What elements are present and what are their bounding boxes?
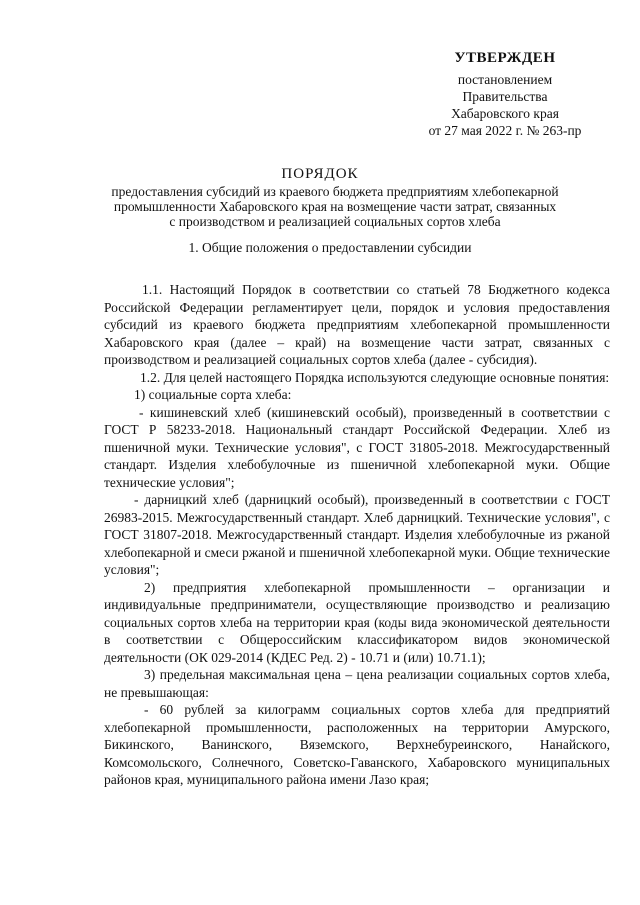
section-heading: 1. Общие положения о предоставлении субсидии <box>188 240 472 255</box>
approval-title: УТВЕРЖДЕН <box>454 50 556 66</box>
approval-stamp <box>380 50 630 139</box>
list-item-2: 2) предприятия хлебопекарной промышленности – организации и индивидуальные предприниматели, осуществляющие производство и реализацию социальных сортов хлеба на территории края (коды вида экономической деятельности в соответствии с Общероссийским классификатором видов экономической деятельности (ОК 029-2014 (КДЕС Ред. 2) - 10.71 и (или) 10.71.1); <box>104 579 610 665</box>
approval-line: Хабаровского края <box>451 106 559 121</box>
dash-item-darnitsky: - дарницкий хлеб (дарницкий особый), произведенный в соответствии с ГОСТ 26983-2015. Межгосударственный стандарт. Хлеб дарницкий. Технические условия", с ГОСТ 31807-2018. Межгосударственный стандарт. Изделия хлебобулочные из ржаной хлебопекарной и смеси ржаной и пшеничной хлебопекарной муки. Общие технические условия"; <box>104 492 610 577</box>
document-title: ПОРЯДОК <box>281 166 359 182</box>
approval-line: постановлением <box>457 72 553 87</box>
approval-date: от 27 мая 2022 г. № 263-пр <box>428 123 582 138</box>
document-body <box>104 281 610 789</box>
document-subtitle: предоставления субсидий из краевого бюджета предприятиям хлебопекарной промышленности Хабаровского края на возмещение части затрат, связанных с производством и реализацией социальных сортов хлеба <box>111 184 559 229</box>
list-item-3: 3) предельная максимальная цена – цена реализации социальных сортов хлеба, не превышающая: <box>104 667 610 700</box>
paragraph-1-1: 1.1. Настоящий Порядок в соответствии со статьей 78 Бюджетного кодекса Российской Федерации регламентирует цели, порядок и условия предоставления субсидий из краевого бюджета предприятиям хлебопекарной промышленности Хабаровского края (далее – край) на возмещение части затрат, связанных с производством и реализацией социальных сортов хлеба (далее - субсидия). <box>104 282 610 367</box>
list-item-1: 1) социальные сорта хлеба: <box>134 387 292 402</box>
dash-item-price: - 60 рублей за килограмм социальных сортов хлеба для предприятий хлебопекарной промышленности, расположенных на территории Амурского, Бикинского, Ванинского, Вяземского, Верхнебуреинского, Нанайского, Комсомольского, Солнечного, Советско-Гаванского, Хабаровского муниципальных районов края, муниципального района имени Лазо края; <box>104 702 610 787</box>
paragraph-1-2: 1.2. Для целей настоящего Порядка используются следующие основные понятия: <box>140 369 610 385</box>
approval-line: Правительства <box>462 89 548 104</box>
dash-item-kishinev: - кишиневский хлеб (кишиневский особый), произведенный в соответствии с ГОСТ Р 58233-2018. Национальный стандарт Российской Федерации. Хлеб из пшеничной муки. Технические условия", с ГОСТ 31805-2018. Межгосударственный стандарт. Изделия хлебобулочные из пшеничной хлебопекарной муки. Общие технические условия"; <box>104 404 610 490</box>
